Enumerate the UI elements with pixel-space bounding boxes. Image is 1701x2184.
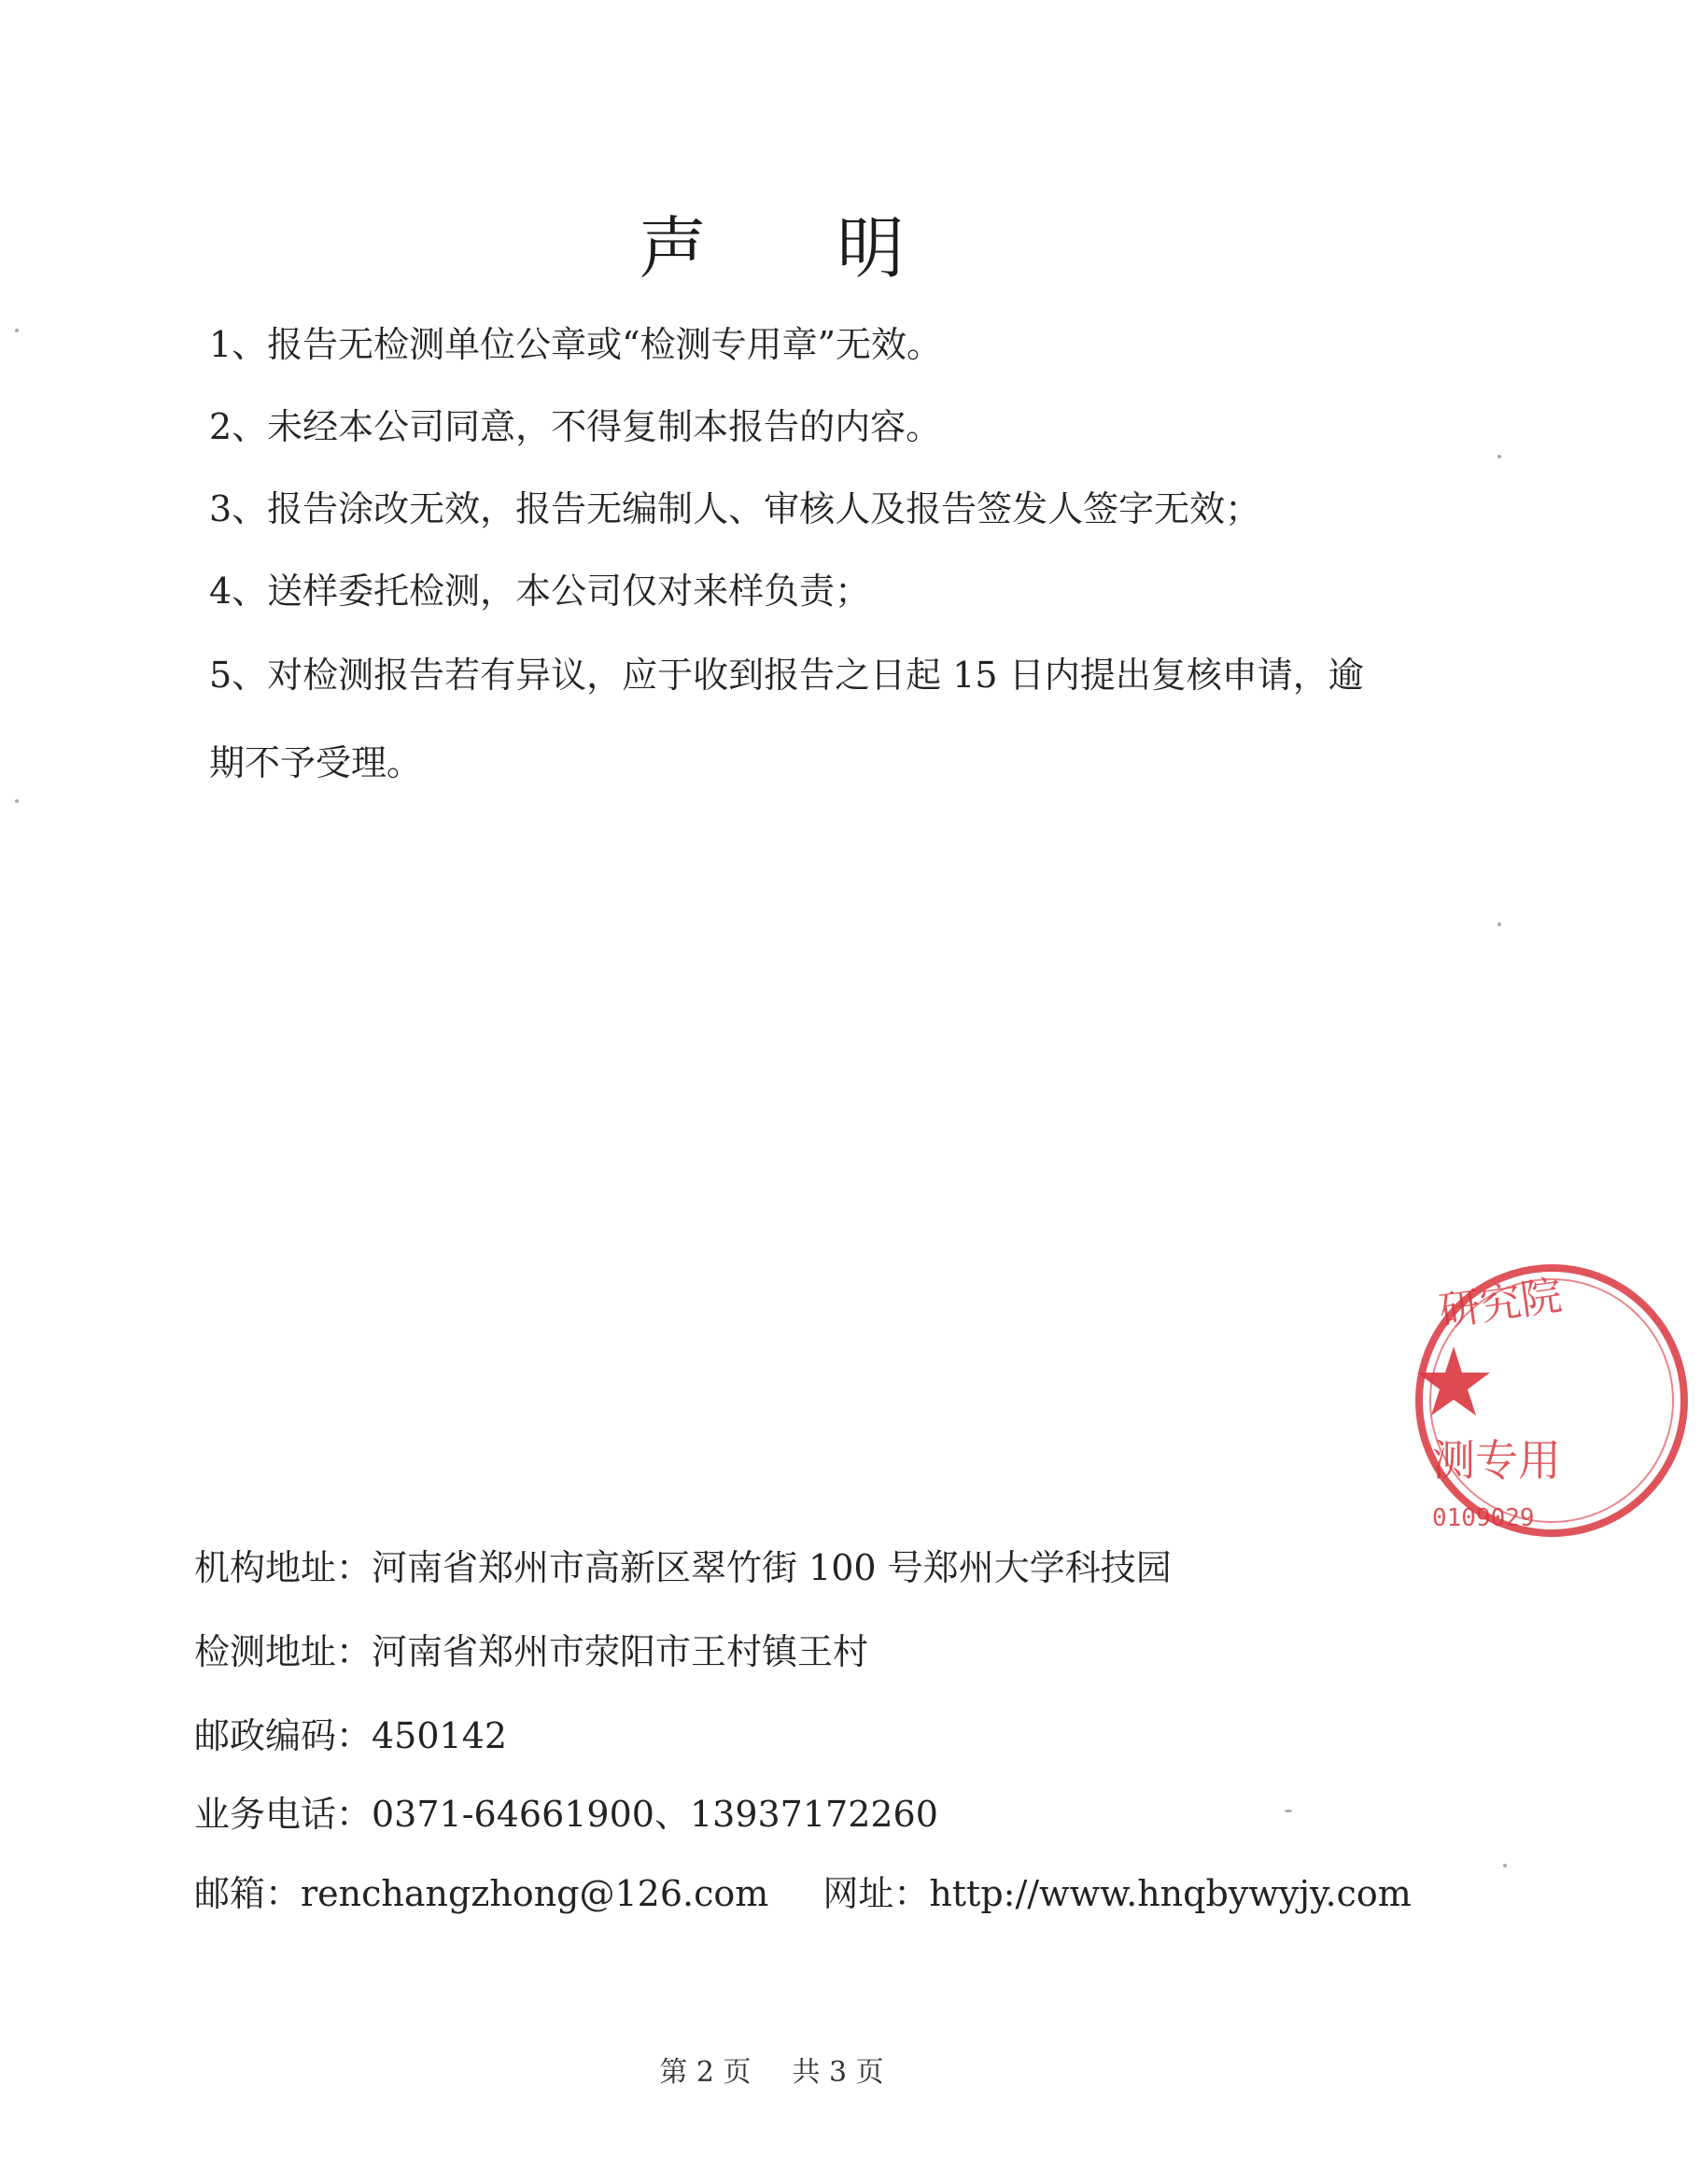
page-current: 第 2 页 [659,2056,752,2089]
page-footer [0,2049,1543,2090]
clause-5: 5、对检测报告若有异议，应于收到报告之日起 15 日内提出复核申请，逾期不予受理。 [209,655,1364,783]
business-phone: 业务电话：0371-64661900、13937172260 [194,1794,938,1835]
scan-speck [1497,455,1501,458]
scan-speck [15,799,19,803]
clause-3: 3、报告涂改无效，报告无编制人、审核人及报告签发人签字无效； [209,488,1261,529]
clause-1: 1、报告无检测单位公章或“检测专用章”无效。 [209,324,943,365]
website: 网址：http://www.hnqbywyjy.com [822,1873,1412,1914]
scan-speck [15,329,19,332]
scan-speck [1285,1810,1292,1812]
testing-seal [1402,1251,1701,1550]
email: 邮箱：renchangzhong@126.com [194,1873,769,1914]
test-address: 检测地址：河南省郑州市荥阳市王村镇王村 [194,1631,869,1672]
clause-4: 4、送样委托检测，本公司仅对来样负责； [209,571,871,612]
contact-line [194,1872,1412,1915]
scan-speck [1497,923,1501,926]
clause-2: 2、未经本公司同意，不得复制本报告的内容。 [209,406,942,447]
seal-bottom-text: 测专用 [1432,1435,1561,1486]
declaration-title: 声明 [639,209,1035,288]
org-address: 机构地址：河南省郑州市高新区翠竹街 100 号郑州大学科技园 [194,1547,1172,1588]
page-total: 共 3 页 [792,2056,884,2089]
seal-top-text: 研究院 [1436,1272,1566,1336]
seal-number: 0109029 [1432,1504,1535,1532]
scan-speck [1503,1864,1507,1867]
postal-code: 邮政编码：450142 [194,1715,508,1756]
